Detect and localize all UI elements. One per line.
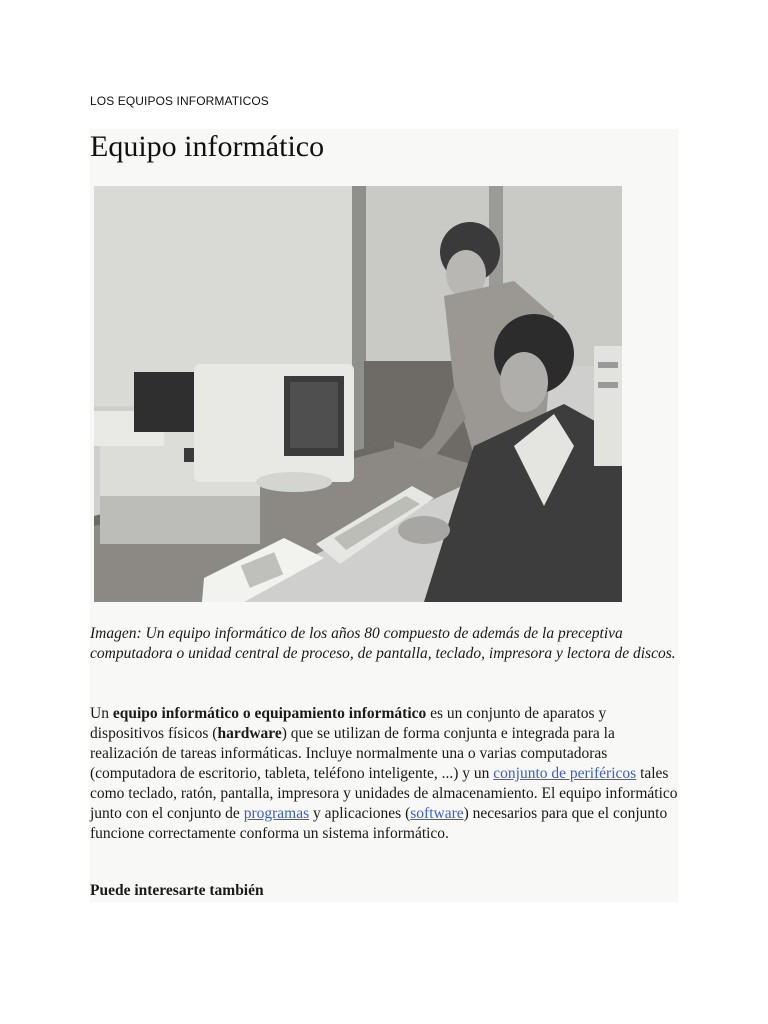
paragraph-text: tales como teclado, ratón, pantalla, impresora y unidades de almacenamiento. El equipo informático junto con el conjunto de [90, 765, 678, 822]
paragraph-text: ) necesarios para que el conjunto funcione correctamente conforma un sistema informático. [90, 805, 668, 842]
paragraph-text: Un [90, 705, 113, 722]
term-equipo-informatico: equipo informático o equipamiento informático [112, 705, 427, 722]
link-conjunto-de-perifericos[interactable]: conjunto de periféricos [493, 765, 637, 782]
link-programas[interactable]: programas [243, 805, 310, 822]
article-paragraph [90, 704, 680, 844]
document-heading: LOS EQUIPOS INFORMATICOS [90, 94, 269, 108]
link-software[interactable]: software [410, 805, 464, 822]
photo-illustration [94, 186, 622, 602]
paragraph-text: es un conjunto de aparatos y dispositivos físicos ( [90, 705, 607, 742]
image-caption: Imagen: Un equipo informático de los años 80 compuesto de además de la preceptiva computadora o unidad central de proceso, de pantalla, teclado, impresora y lectora de discos. [90, 625, 676, 662]
paragraph-text: ) que se utilizan de forma conjunta e integrada para la realización de tareas informáticas. Incluye normalmente una o varias computadoras (computadora de escritorio, tableta, teléfono inteligente, ...) y un [90, 725, 615, 782]
see-also-heading: Puede interesarte también [90, 882, 264, 899]
article-title: Equipo informático [90, 130, 325, 163]
article-photo [94, 186, 622, 602]
term-hardware: hardware [217, 725, 282, 742]
paragraph-text: y aplicaciones ( [309, 805, 411, 822]
